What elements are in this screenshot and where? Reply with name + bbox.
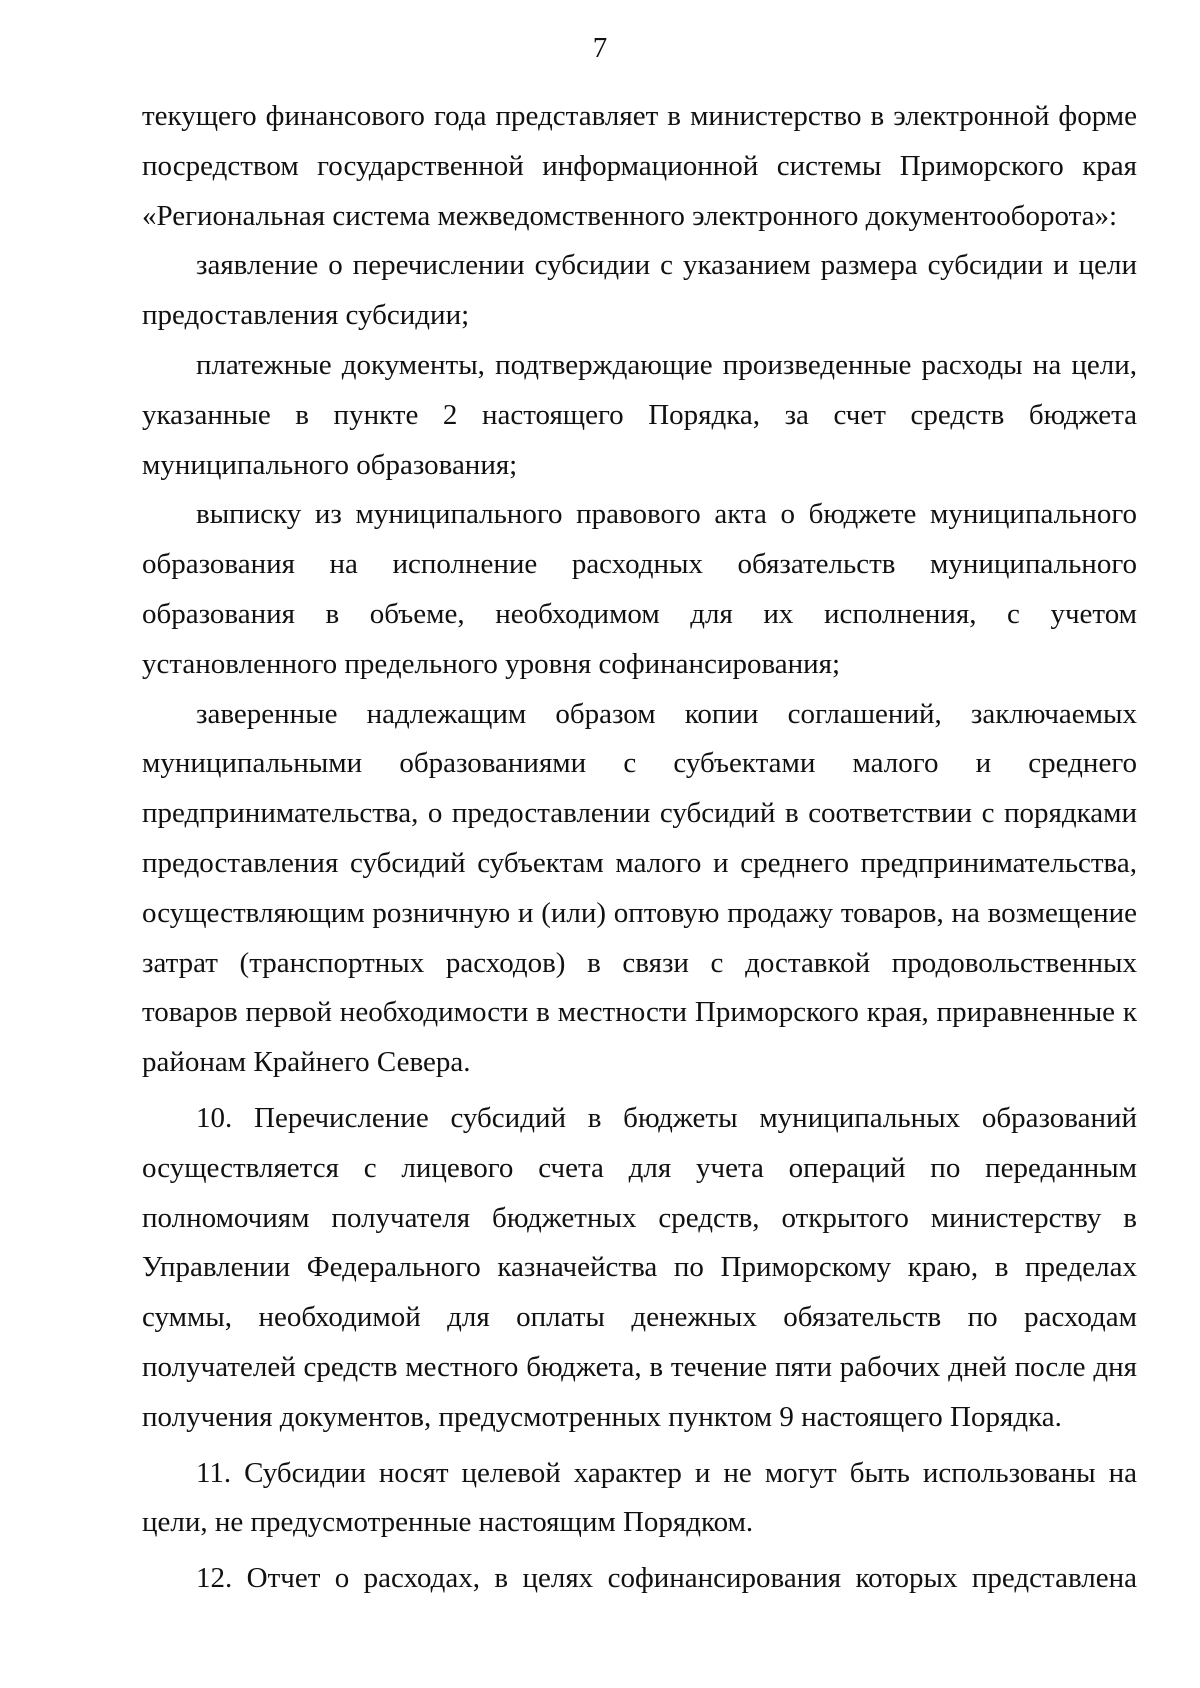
paragraph-continuation: текущего финансового года представляет в министерство в электронной форме посредством государственной информационной системы Приморского края «Региональная система межведомственного электронного документооборота»: (142, 100, 1137, 232)
paragraph-item-10: 10. Перечисление субсидий в бюджеты муниципальных образований осуществляется с лицевого счета для учета операций по переданным полномочиям получателя бюджетных средств, открытого министерству в Управлении Федерального казначейства по Приморскому краю, в пределах суммы, необходимой для оплаты денежных обязательств по расходам получателей средств местного бюджета, в течение пяти рабочих дней после дня получения документов, предусмотренных пунктом 9 настоящего Порядка. (142, 1101, 1137, 1433)
paragraph-agreement-copies: заверенные надлежащим образом копии соглашений, заключаемых муниципальными образованиями с субъектами малого и среднего предпринимательства, о предоставлении субсидий в соответствии с порядками предоставления субсидий субъектам малого и среднего предпринимательства, осуществляющим розничную и (или) оптовую продажу товаров, на возмещение затрат (транспортных расходов) в связи с доставкой продовольственных товаров первой необходимости в местности Приморского края, приравненные к районам Крайнего Севера. (142, 697, 1137, 1079)
paragraph-item-11: 11. Субсидии носят целевой характер и не могут быть использованы на цели, не предусмотренные настоящим Порядком. (142, 1456, 1137, 1539)
paragraph-budget-extract: выписку из муниципального правового акта о бюджете муниципального образования на исполнение расходных обязательств муниципального образования в объеме, необходимом для их исполнения, с учетом установленного предельного уровня софинансирования; (142, 498, 1137, 680)
paragraph-application: заявление о перечислении субсидии с указанием размера субсидии и цели предоставления субсидии; (142, 249, 1137, 332)
document-body (142, 92, 1137, 1604)
paragraph-payment-documents: платежные документы, подтверждающие произведенные расходы на цели, указанные в пункте 2 настоящего Порядка, за счет средств бюджета муниципального образования; (142, 348, 1137, 481)
page-number: 7 (592, 32, 608, 64)
paragraph-item-12: 12. Отчет о расходах, в целях софинансирования которых представлена (196, 1562, 1137, 1595)
